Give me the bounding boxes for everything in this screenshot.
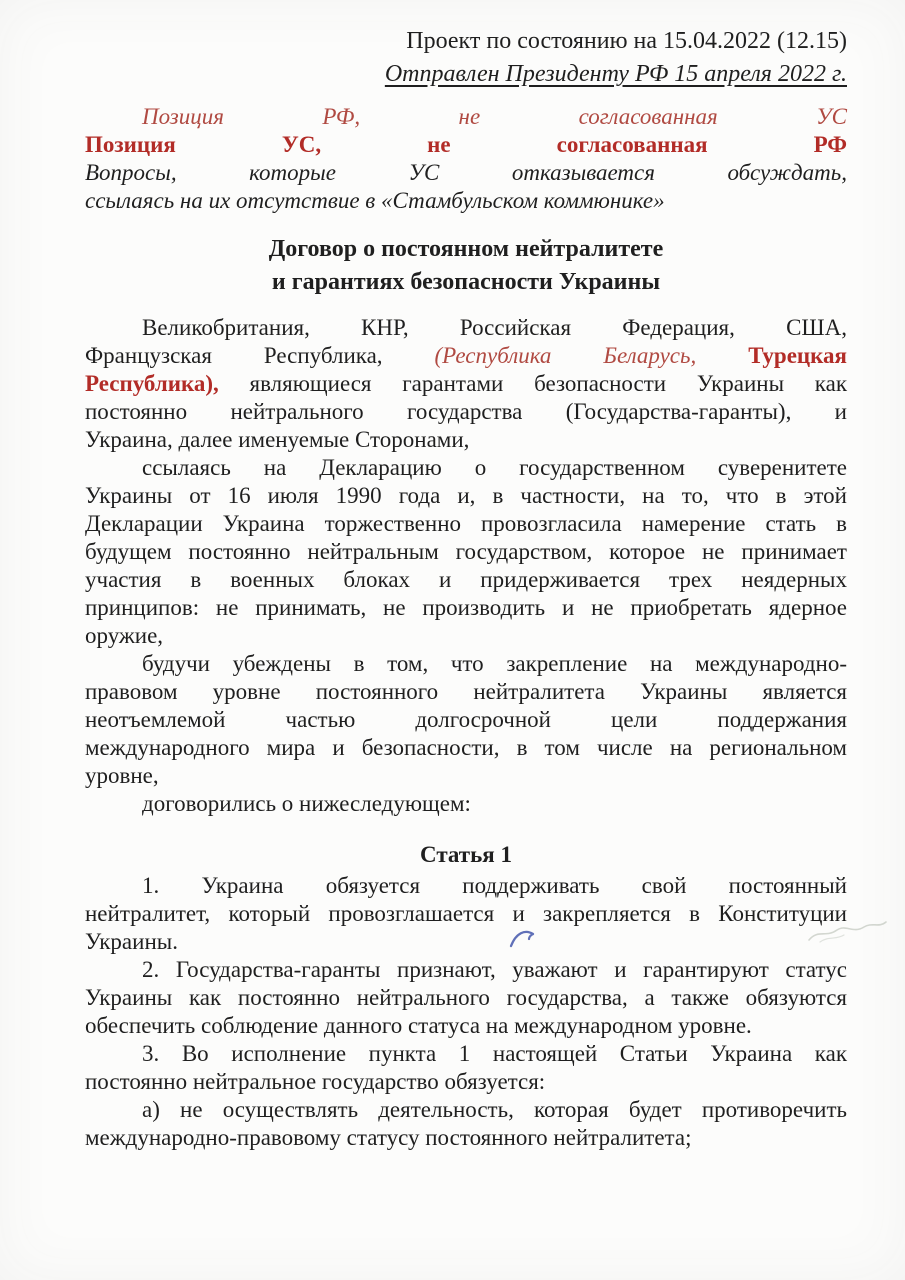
text-line	[85, 103, 847, 131]
text-line	[85, 706, 847, 734]
text-run: Вопросы, которые УС отказывается обсуждать,	[85, 160, 847, 185]
text-run: ссылаясь на Декларацию о государственном суверенитете	[142, 455, 847, 480]
text-run: Декларации Украина торжественно провозгласила намерение стать в	[85, 511, 847, 536]
text-run: правовом уровне постоянного нейтралитета Украины является	[85, 679, 847, 704]
text-line	[85, 622, 847, 650]
article-1-item-3a	[85, 1096, 847, 1152]
text-run: Республика),	[85, 371, 219, 396]
text-run: участия в военных блоках и придерживается трех неядерных	[85, 567, 847, 592]
title-line-2: и гарантиях безопасности Украины	[271, 269, 661, 295]
pencil-scribble-annotation	[806, 916, 890, 948]
text-run: Французская Республика,	[85, 343, 435, 368]
text-run: Украины как постоянно нейтрального государства, а также обязуются	[85, 985, 847, 1010]
text-line	[85, 1040, 847, 1068]
article-1-item-3	[85, 1040, 847, 1096]
text-run: оружие,	[85, 623, 164, 648]
preamble-paragraph-parties	[85, 314, 847, 454]
text-run: ссылаясь на их отсутствие в «Стамбульском коммюнике»	[85, 188, 665, 213]
document-title	[85, 233, 847, 299]
text-line	[85, 131, 847, 159]
color-legend	[85, 103, 847, 215]
document-header	[85, 25, 847, 91]
text-line	[85, 1124, 847, 1152]
text-line	[85, 678, 847, 706]
text-line	[85, 900, 847, 928]
text-run: 2. Государства-гаранты признают, уважают и гарантируют статус	[142, 957, 847, 982]
text-line	[85, 872, 847, 900]
text-line	[85, 510, 847, 538]
text-line	[85, 650, 847, 678]
title-line-1: Договор о постоянном нейтралитете	[268, 236, 664, 262]
text-line	[85, 1012, 847, 1040]
text-run: 3. Во исполнение пункта 1 настоящей Статьи Украина как	[142, 1041, 847, 1066]
text-run: будучи убеждены в том, что закрепление на международно-	[142, 651, 847, 676]
text-line	[85, 734, 847, 762]
document-content	[85, 0, 847, 1152]
text-run: международно-правовому статусу постоянного нейтралитета;	[85, 1125, 692, 1150]
text-line	[85, 426, 847, 454]
text-run: уровне,	[85, 763, 159, 788]
text-run: неотъемлемой частью долгосрочной цели поддержания	[85, 707, 847, 732]
preamble-paragraph-declaration	[85, 454, 847, 650]
text-line	[85, 1096, 847, 1124]
text-run: Украины.	[85, 929, 178, 954]
text-run: будущем постоянно нейтральным государством, которое не принимает	[85, 539, 847, 564]
text-line	[85, 538, 847, 566]
text-line	[85, 159, 847, 187]
text-line	[85, 1068, 847, 1096]
text-run: 1. Украина обязуется поддерживать свой постоянный	[142, 873, 847, 898]
text-line	[85, 594, 847, 622]
sent-to-president-text: Отправлен Президенту РФ 15 апреля 2022 г.	[384, 61, 847, 87]
text-line	[85, 482, 847, 510]
text-run: Позиция УС, не согласованная РФ	[85, 132, 847, 157]
text-line	[85, 928, 847, 956]
text-run: постоянно нейтрального государства (Государства-гаранты), и	[85, 399, 847, 424]
blue-pen-tick-annotation	[507, 924, 537, 952]
text-line	[85, 984, 847, 1012]
text-run: постоянно нейтральное государство обязуется:	[85, 1069, 546, 1094]
text-run: Турецкая	[748, 343, 847, 368]
text-line	[85, 370, 847, 398]
text-run: (Республика Беларусь,	[434, 343, 749, 368]
text-run: договорились о нижеследующем:	[142, 791, 471, 816]
text-line	[85, 956, 847, 984]
text-line	[85, 790, 847, 818]
text-line	[85, 314, 847, 342]
text-run: Позиция РФ, не согласованная УС	[142, 104, 847, 129]
text-run: Украина, далее именуемые Сторонами,	[85, 427, 470, 452]
text-line	[85, 187, 847, 215]
text-line	[85, 454, 847, 482]
article-1-item-2	[85, 956, 847, 1040]
article-1-item-1	[85, 872, 847, 956]
text-run: а) не осуществлять деятельность, которая будет противоречить	[142, 1097, 847, 1122]
text-line	[85, 566, 847, 594]
text-run: являющиеся гарантами безопасности Украины как	[218, 371, 847, 396]
text-run: принципов: не принимать, не производить и не приобретать ядерное	[85, 595, 847, 620]
text-line	[85, 762, 847, 790]
text-run: Великобритания, КНР, Российская Федерация, США,	[142, 315, 847, 340]
preamble-paragraph-agreed	[85, 790, 847, 818]
sent-to-president-line	[85, 58, 847, 91]
text-run: международного мира и безопасности, в том числе на региональном	[85, 735, 847, 760]
preamble-paragraph-conviction	[85, 650, 847, 790]
text-run: обеспечить соблюдение данного статуса на международном уровне.	[85, 1013, 752, 1038]
text-run: нейтралитет, который провозглашается и закрепляется в Конституции	[85, 901, 847, 926]
article-1-heading: Статья 1	[420, 842, 512, 867]
text-line	[85, 398, 847, 426]
text-run: Украины от 16 июля 1990 года и, в частности, на то, что в этой	[85, 483, 847, 508]
text-line	[85, 342, 847, 370]
draft-status-line: Проект по состоянию на 15.04.2022 (12.15)	[406, 28, 847, 54]
